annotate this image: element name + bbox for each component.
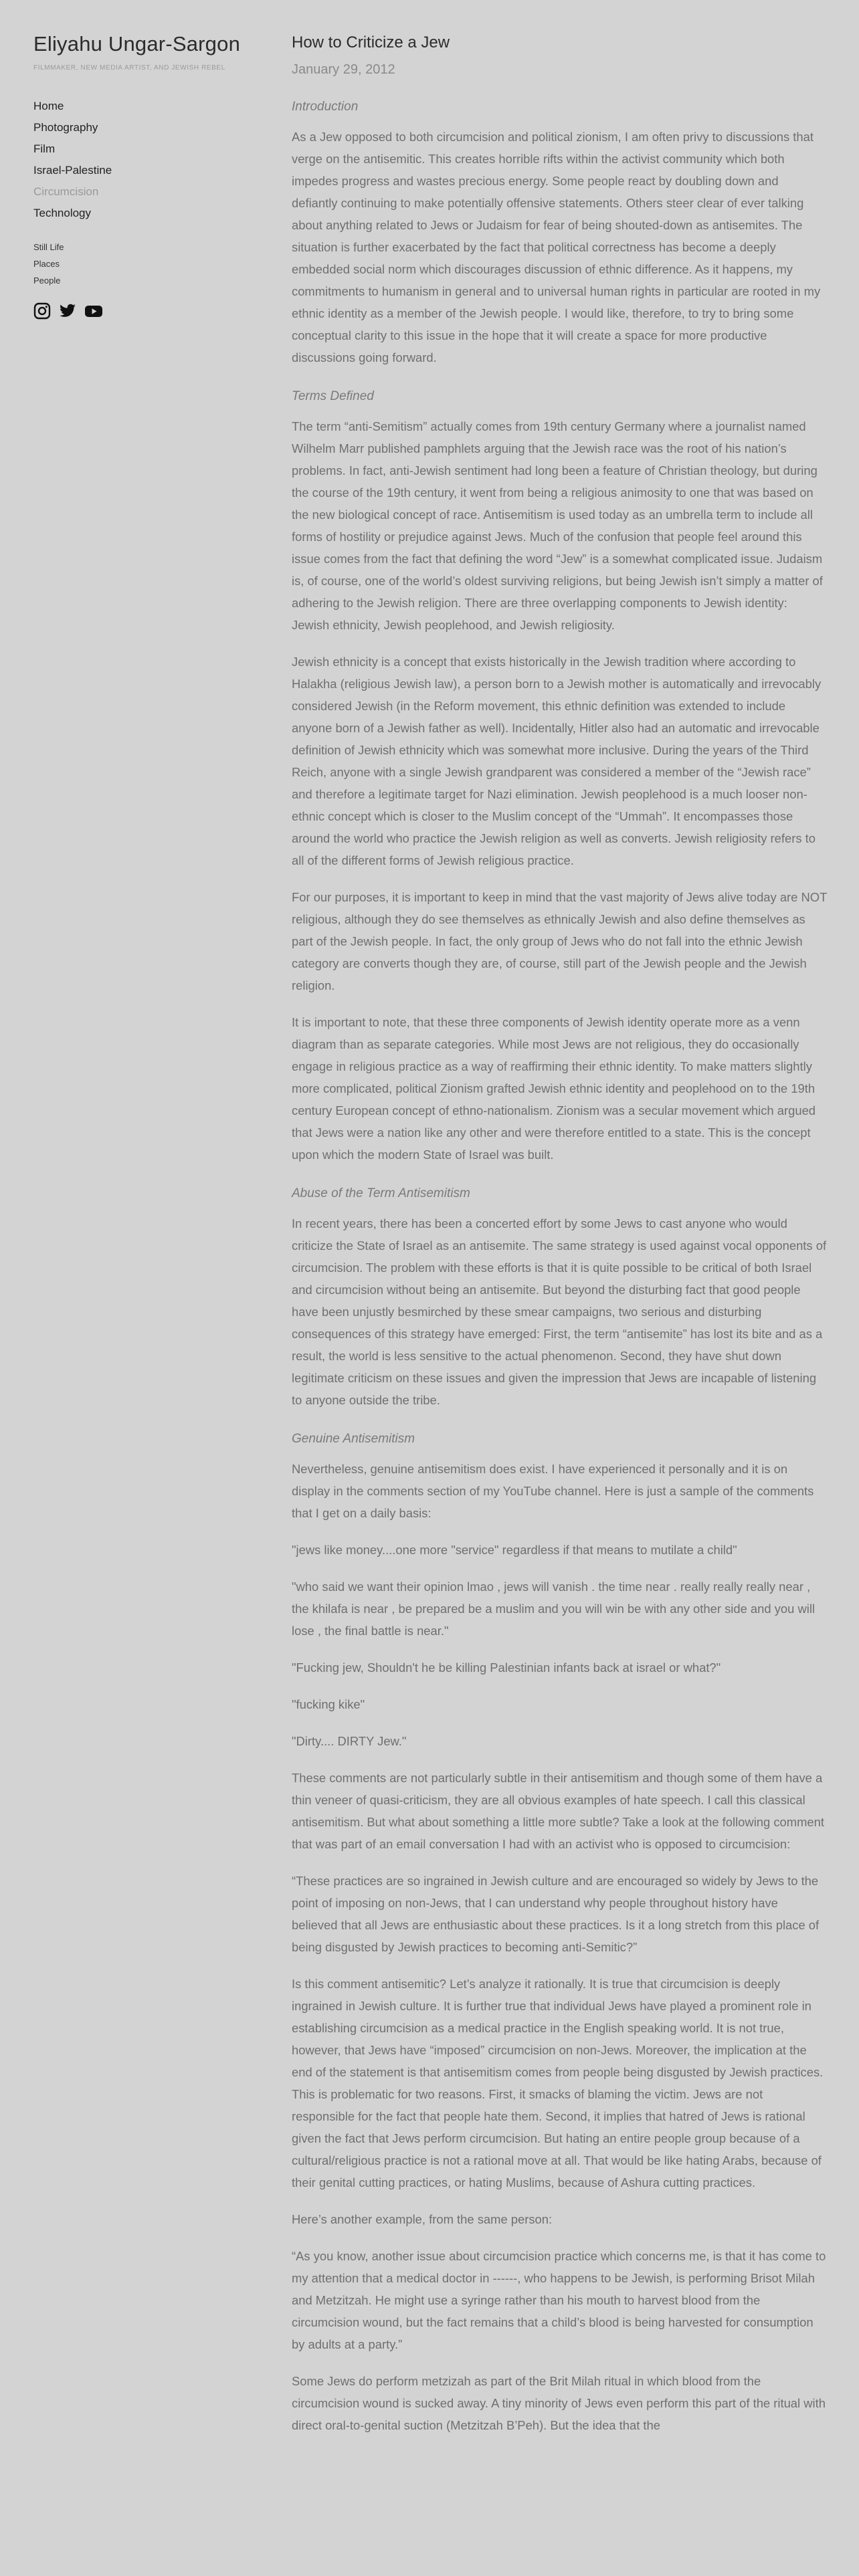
nav-item-places[interactable]: Places xyxy=(33,259,60,269)
sidebar xyxy=(33,32,261,320)
quoted-comment: "jews like money....one more "service" regardless if that means to mutilate a child" xyxy=(292,1543,737,1557)
quoted-comment: "who said we want their opinion lmao , jews will vanish . the time near . really really really near , the khilafa is near , be prepared be a muslim and you will win be with any other side and you will lose , the final battle is near." xyxy=(292,1580,816,1638)
paragraph: As a Jew opposed to both circumcision and political zionism, I am often privy to discussions that verge on the antisemitic. This creates horrible rifts within the activist community which both impedes progress and wastes precious energy. Some people react by doubling down and defiantly continuing to make potentially offensive statements. Others steer clear of ever talking about anything related to Jews or Judaism for fear of being shouted-down as antisemites. The situation is further exacerbated by the fact that political correctness has become a deeply embedded social norm which discourages discussion of ethnic difference. As it happens, my commitments to humanism in general and to universal human rights in particular are rooted in my ethnic identity as a member of the Jewish people. I would like, therefore, to try to bring some conceptual clarity to this issue in the hope that it will create a space for more productive discussions going forward. xyxy=(292,130,821,364)
paragraph: In recent years, there has been a concerted effort by some Jews to cast anyone who would criticize the State of Israel as an antisemite. The same strategy is used against vocal opponents of circumcision. The problem with these efforts is that it is quite possible to be critical of both Israel and circumcision without being an antisemite. But beyond the disturbing fact that good people have been unjustly besmirched by these smear campaigns, two serious and disturbing consequences of this strategy have emerged: First, the term “antisemite” has lost its bite and as a result, the world is less sensitive to the actual phenomenon. Second, they have shut down legitimate criticism on these issues and given the impression that Jews are incapable of listening to anyone outside the tribe. xyxy=(292,1216,827,1407)
paragraph: Is this comment antisemitic? Let’s analyze it rationally. It is true that circumcision is deeply ingrained in Jewish culture. It is further true that individual Jews have played a prominent role in establishing circumcision as a medical practice in the English speaking world. It is not true, however, that Jews have “imposed” circumcision on non-Jews. Moreover, the implication at the end of the statement is that antisemitism comes from people being disgusted by Jewish practices. This is problematic for two reasons. First, it smacks of blaming the victim. Jews are not responsible for the fact that people hate them. Second, it implies that hatred of Jews is rational given the fact that Jews perform circumcision. But hating an entire people group because of a cultural/religious practice is not a rational move at all. That would be like hating Arabs, because of their genital cutting practices, or hating Muslims, because of Ashura cutting practices. xyxy=(292,1977,824,2189)
paragraph: These comments are not particularly subtle in their antisemitism and though some of them have a thin veneer of quasi-criticism, they are all obvious examples of hate speech. I call this classical antisemitism. But what about something a little more subtle? Take a look at the following comment that was part of an email conversation I had with an activist who is opposed to circumcision: xyxy=(292,1771,824,1851)
paragraph: Nevertheless, genuine antisemitism does exist. I have experienced it personally and it is on display in the comments section of my YouTube channel. Here is just a sample of the comments that I get on a daily basis: xyxy=(292,1462,814,1520)
quoted-comment: "Fucking jew, Shouldn't he be killing Palestinian infants back at israel or what?" xyxy=(292,1660,721,1675)
post-date: January 29, 2012 xyxy=(292,62,395,77)
post-body xyxy=(292,98,827,2436)
site-tagline: FILMMAKER, NEW MEDIA ARTIST, AND JEWISH REBEL xyxy=(33,64,225,72)
nav-item-people[interactable]: People xyxy=(33,276,61,286)
nav-item-still-life[interactable]: Still Life xyxy=(33,242,64,252)
paragraph: Here’s another example, from the same person: xyxy=(292,2212,553,2226)
social-links xyxy=(33,302,261,320)
quoted-comment: “As you know, another issue about circumcision practice which concerns me, is that it has come to my attention that a medical doctor in ------, who happens to be Jewish, is performing Brisot Milah and Metzitzah. He might use a syringe rather than his mouth to harvest blood from the circumcision wound, but the fact remains that a child’s blood is being harvested for consumption by adults at a party.” xyxy=(292,2249,826,2351)
quoted-comment: "fucking kike" xyxy=(292,1697,365,1711)
nav-item-israel-palestine[interactable]: Israel-Palestine xyxy=(33,164,112,177)
nav-item-film[interactable]: Film xyxy=(33,142,56,155)
main-content xyxy=(292,32,827,2436)
primary-nav xyxy=(33,96,261,224)
section-heading: Terms Defined xyxy=(292,389,374,403)
paragraph: The term “anti-Semitism” actually comes from 19th century Germany where a journalist named Wilhelm Marr published pamphlets arguing that the Jewish race was the root of his nation’s problems. In fact, anti-Jewish sentiment had long been a feature of Christian theology, but during the course of the 19th century, it went from being a religious animosity to one that was based on the new biological concept of race. Antisemitism is used today as an umbrella term to include all forms of hostility or prejudice against Jews. Much of the confusion that people feel around this issue comes from the fact that defining the word “Jew” is a somewhat complicated issue. Judaism is, of course, one of the world’s oldest surviving religions, but being Jewish isn’t simply a matter of adhering to the Jewish religion. There are three overlapping components to Jewish identity: Jewish ethnicity, Jewish peoplehood, and Jewish religiosity. xyxy=(292,419,823,632)
section-heading: Genuine Antisemitism xyxy=(292,1432,415,1446)
nav-item-home[interactable]: Home xyxy=(33,100,64,112)
nav-item-circumcision[interactable]: Circumcision xyxy=(33,185,99,198)
quoted-comment: "Dirty.... DIRTY Jew." xyxy=(292,1734,407,1748)
nav-item-photography[interactable]: Photography xyxy=(33,121,98,134)
twitter-icon[interactable] xyxy=(59,302,76,320)
post-title[interactable]: How to Criticize a Jew xyxy=(292,33,450,51)
section-heading: Introduction xyxy=(292,100,359,114)
paragraph: It is important to note, that these three components of Jewish identity operate more as a venn diagram than as separate categories. While most Jews are not religious, they do occasionally engage in religious practice as a way of reaffirming their ethnic identity. To make matters slightly more complicated, political Zionism grafted Jewish ethnic identity and peoplehood on to the 19th century European concept of ethno-nationalism. Zionism was a secular movement which argued that Jews were a nation like any other and were therefore entitled to a state. This is the concept upon which the modern State of Israel was built. xyxy=(292,1015,816,1162)
instagram-icon[interactable] xyxy=(33,302,51,320)
secondary-nav xyxy=(33,239,261,289)
section-heading: Abuse of the Term Antisemitism xyxy=(292,1186,470,1200)
quoted-comment: “These practices are so ingrained in Jewish culture and are encouraged so widely by Jews to the point of imposing on non-Jews, that I can understand why people throughout history have believed that all Jews are enthusiastic about these practices. Is it a long stretch from this place of being disgusted by Jewish practices to becoming anti-Semitic?” xyxy=(292,1874,820,1954)
youtube-icon[interactable] xyxy=(84,302,102,320)
nav-item-technology[interactable]: Technology xyxy=(33,207,92,219)
site-title[interactable]: Eliyahu Ungar-Sargon xyxy=(33,32,241,56)
paragraph: For our purposes, it is important to keep in mind that the vast majority of Jews alive today are NOT religious, although they do see themselves as ethnically Jewish and also define themselves as part of the Jewish people. In fact, the only group of Jews who do not fall into the ethnic Jewish category are converts though they are, of course, still part of the Jewish people and the Jewish religion. xyxy=(292,890,828,992)
paragraph: Some Jews do perform metzizah as part of the Brit Milah ritual in which blood from the circumcision wound is sucked away. A tiny minority of Jews even perform this part of the ritual with direct oral-to-genital suction (Metzitzah B’Peh). But the idea that the xyxy=(292,2374,826,2432)
paragraph: Jewish ethnicity is a concept that exists historically in the Jewish tradition where according to Halakha (religious Jewish law), a person born to a Jewish mother is automatically and irrevocably considered Jewish (in the Reform movement, this ethnic definition was extended to include anyone born of a Jewish father as well). Incidentally, Hitler also had an automatic and irrevocable definition of Jewish ethnicity which was somewhat more inclusive. During the years of the Third Reich, anyone with a single Jewish grandparent was considered a member of the “Jewish race” and therefore a legitimate target for Nazi elimination. Jewish peoplehood is a much looser non-ethnic concept which is closer to the Muslim concept of the “Ummah”. It encompasses those around the world who practice the Jewish religion as well as converts. Jewish religiosity refers to all of the different forms of Jewish religious practice. xyxy=(292,655,822,867)
